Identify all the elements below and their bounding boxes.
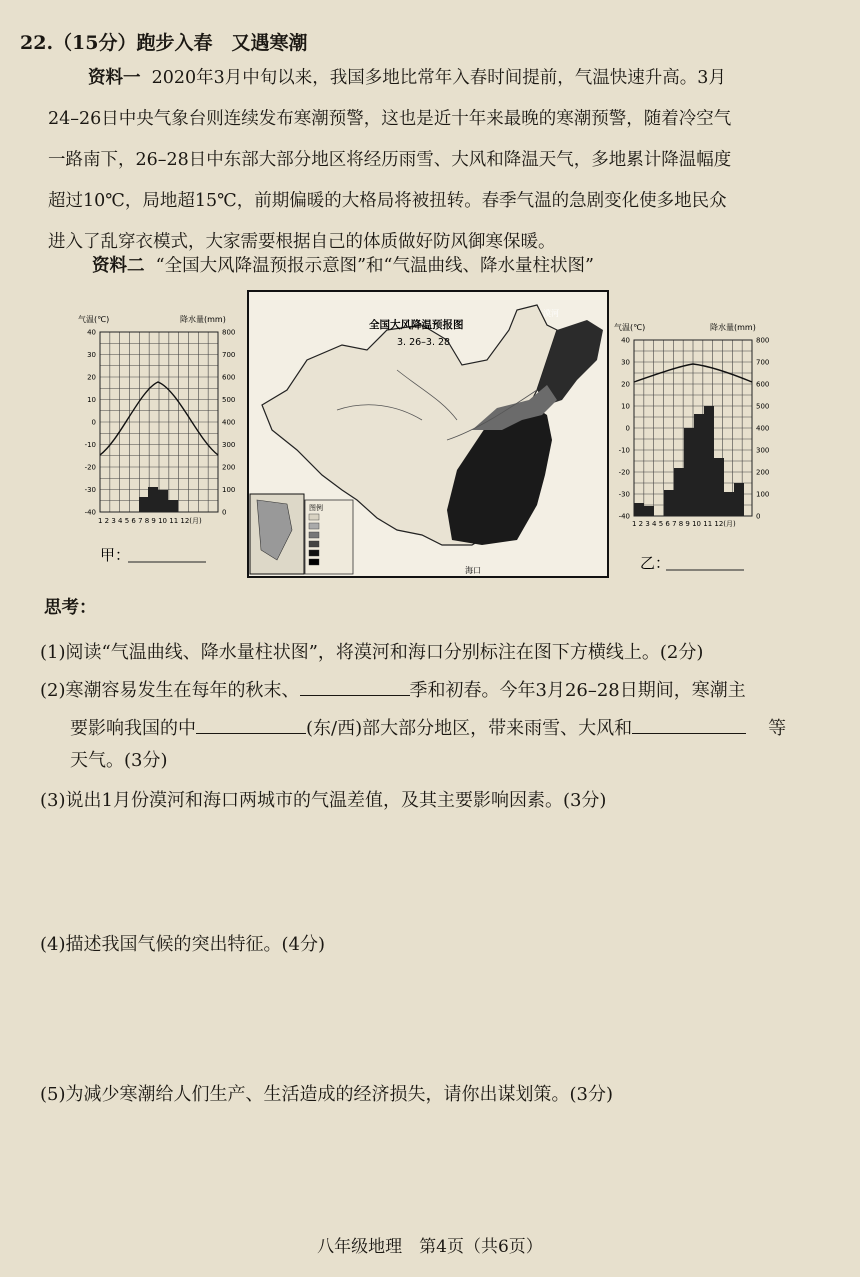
y-tick-right: 600	[756, 380, 770, 389]
question-2-text: (2)寒潮容易发生在每年的秋末、	[40, 680, 300, 701]
chart-caption-yi: 乙：	[640, 554, 671, 572]
question-4: (4)描述我国气候的突出特征。(4分)	[40, 934, 325, 955]
y-tick-right: 800	[756, 336, 770, 345]
material-one-line: 一路南下，26–28日中东部大部分地区将经历雨雪、大风和降温天气，多地累计降温幅度	[48, 150, 732, 170]
y-tick-right: 500	[222, 396, 236, 404]
y-tick-right: 0	[222, 508, 227, 517]
think-label: 思考：	[44, 598, 97, 618]
cold-wave-forecast-map	[247, 290, 609, 578]
y-tick-left: -10	[618, 446, 630, 455]
y-tick-right: 200	[756, 468, 770, 477]
y-tick-right: 500	[756, 402, 770, 411]
y-tick-right: 0	[756, 512, 761, 521]
material-one-line: 24–26日中央气象台则连续发布寒潮预警，这也是近十年来最晚的寒潮预警，随着冷空气	[48, 109, 732, 129]
question-2-text: 要影响我国的中	[70, 718, 196, 739]
y-tick-left: 0	[91, 418, 96, 427]
material-two-line	[92, 252, 594, 277]
y-tick-left: -30	[618, 490, 630, 499]
y-tick-right: 700	[756, 358, 770, 367]
precip-bar	[734, 483, 744, 516]
material-two-label: 资料二	[92, 256, 145, 276]
question-2-text: 季和初春。今年3月26–28日期间，寒潮主	[409, 680, 746, 701]
answer-blank-weather[interactable]	[632, 733, 746, 734]
precip-bar	[714, 458, 724, 516]
y-tick-left: 40	[87, 328, 96, 337]
precip-bar	[684, 428, 694, 516]
precip-bar	[634, 503, 644, 516]
question-2-line-2	[70, 714, 786, 740]
y-tick-left: 30	[621, 358, 630, 367]
question-1: (1)阅读“气温曲线、降水量柱状图”，将漠河和海口分别标注在图下方横线上。(2分)	[40, 642, 704, 663]
y-tick-left: 40	[621, 336, 630, 345]
y-tick-right: 700	[222, 351, 236, 359]
y-tick-left: 10	[621, 402, 630, 411]
page-footer: 八年级地理 第4页（共6页）	[317, 1237, 543, 1257]
y-tick-right: 300	[222, 441, 236, 449]
y-tick-right: 800	[222, 328, 236, 337]
answer-blank-season[interactable]	[300, 695, 410, 696]
y-tick-left: -30	[84, 486, 96, 494]
material-two-text: “全国大风降温预报示意图”和“气温曲线、降水量柱状图”	[155, 256, 594, 276]
precip-bar	[148, 487, 158, 512]
chart-ylabel-right: 降水量(mm)	[180, 315, 226, 324]
y-tick-left: 30	[87, 351, 96, 359]
y-tick-right: 300	[756, 446, 770, 455]
climate-chart-jia	[70, 310, 250, 580]
map-dates: 3. 26–3. 28	[397, 337, 451, 348]
chart-xticks: 1 2 3 4 5 6 7 8 9 10 11 12(月)	[632, 520, 736, 528]
question-5: (5)为减少寒潮给人们生产、生活造成的经济损失，请你出谋划策。(3分)	[40, 1084, 613, 1105]
climate-chart-yi	[610, 318, 795, 583]
y-tick-right: 600	[222, 373, 236, 382]
y-tick-right: 400	[756, 424, 770, 433]
precip-bar	[168, 500, 178, 512]
y-tick-left: 20	[87, 373, 96, 382]
material-one-line: 超过10℃，局地超15℃，前期偏暖的大格局将被扭转。春季气温的急剧变化使多地民众	[48, 191, 727, 211]
chart-xticks: 1 2 3 4 5 6 7 8 9 10 11 12(月)	[98, 517, 202, 525]
precip-bar	[674, 468, 684, 516]
precip-bar	[664, 490, 674, 516]
chart-ylabel-left: 气温(℃)	[614, 323, 646, 332]
precip-bar	[724, 492, 734, 516]
answer-blank-east-west[interactable]	[196, 733, 306, 734]
y-tick-left: -40	[618, 512, 630, 521]
question-2-line-1	[40, 676, 746, 702]
question-3: (3)说出1月份漠河和海口两城市的气温差值，及其主要影响因素。(3分)	[40, 790, 607, 811]
chart-ylabel-left: 气温(℃)	[78, 315, 110, 324]
precip-bar	[704, 406, 714, 516]
question-2-line-3: 天气。(3分)	[70, 750, 168, 771]
question-title: 22.（15分）跑步入春 又遇寒潮	[20, 32, 308, 54]
precip-bar	[694, 414, 704, 516]
map-legend-title: 图例	[309, 504, 323, 512]
y-tick-right: 100	[756, 490, 770, 499]
material-one-paragraph	[48, 58, 838, 263]
material-one-line: 进入了乱穿衣模式，大家需要根据自己的体质做好防风御寒保暖。	[48, 232, 556, 252]
chart-ylabel-right: 降水量(mm)	[710, 323, 756, 332]
material-one-line: 2020年3月中旬以来，我国多地比常年入春时间提前，气温快速升高。3月	[151, 68, 726, 88]
map-city-haikou: 海口	[465, 566, 481, 575]
y-tick-left: 10	[87, 396, 96, 404]
material-one-label: 资料一	[88, 68, 141, 88]
question-2-text: 等	[768, 718, 787, 739]
map-city-mohe: 漠河	[543, 309, 559, 318]
chart-caption-jia: 甲：	[100, 546, 131, 564]
y-tick-left: 0	[625, 424, 630, 433]
precip-bar	[644, 506, 654, 516]
map-title: 全国大风降温预报图	[369, 319, 464, 331]
y-tick-left: -40	[84, 508, 96, 517]
precip-bar	[139, 497, 148, 512]
y-tick-left: -20	[618, 468, 630, 477]
y-tick-left: -20	[84, 463, 96, 472]
y-tick-right: 400	[222, 418, 236, 427]
y-tick-right: 100	[222, 486, 236, 494]
y-tick-left: -10	[84, 441, 96, 449]
y-tick-left: 20	[621, 380, 630, 389]
precip-bar	[158, 490, 168, 512]
question-2-text: (东/西)部大部分地区，带来雨雪、大风和	[306, 718, 633, 739]
y-tick-right: 200	[222, 463, 236, 472]
